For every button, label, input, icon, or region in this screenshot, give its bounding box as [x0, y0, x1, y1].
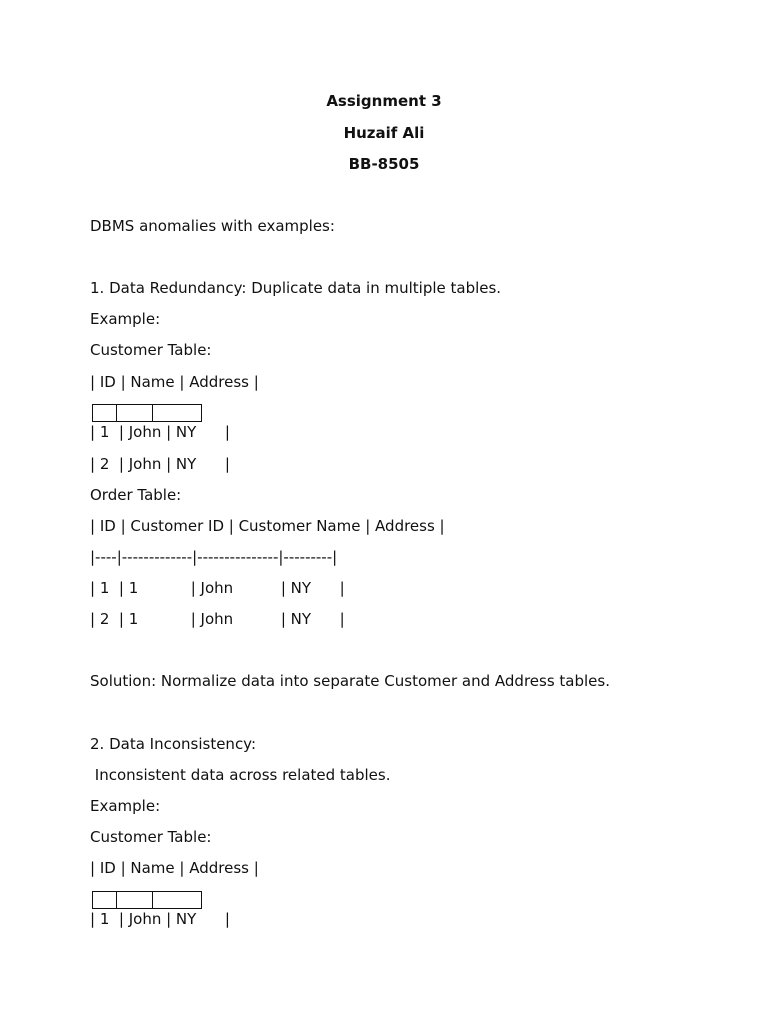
roll-number: BB-8505 — [348, 155, 420, 173]
section2-customer-table-label: Customer Table: — [90, 828, 212, 846]
intro-text: DBMS anomalies with examples: — [90, 217, 335, 235]
section2-customer-row: | 1 | John | NY | — [90, 910, 230, 928]
section1-example-label: Example: — [90, 310, 161, 328]
section1-solution: Solution: Normalize data into separate Customer and Address tables. — [90, 672, 610, 690]
section2-heading: 2. Data Inconsistency: — [90, 735, 257, 753]
section1-order-table-label: Order Table: — [90, 486, 182, 504]
section1-order-row: | 2 | 1 | John | NY | — [90, 610, 345, 628]
separator-divider — [116, 405, 117, 421]
author-name: Huzaif Ali — [343, 124, 425, 142]
separator-divider — [152, 892, 153, 908]
section2-example-label: Example: — [90, 797, 161, 815]
section1-customer-row: | 1 | John | NY | — [90, 423, 230, 441]
separator-divider — [116, 892, 117, 908]
section1-customer-separator — [92, 404, 202, 422]
section1-order-header: | ID | Customer ID | Customer Name | Address | — [90, 517, 445, 535]
section1-heading: 1. Data Redundancy: Duplicate data in multiple tables. — [90, 279, 502, 297]
section2-customer-header: | ID | Name | Address | — [90, 859, 259, 877]
separator-divider — [152, 405, 153, 421]
section1-customer-header: | ID | Name | Address | — [90, 373, 259, 391]
section2-description: Inconsistent data across related tables. — [90, 766, 391, 784]
section1-customer-row: | 2 | John | NY | — [90, 455, 230, 473]
section1-order-row: | 1 | 1 | John | NY | — [90, 579, 345, 597]
section1-order-separator: |----|-------------|---------------|---------| — [90, 548, 338, 566]
section2-customer-separator — [92, 891, 202, 909]
document-title: Assignment 3 — [326, 92, 442, 110]
section1-customer-table-label: Customer Table: — [90, 341, 212, 359]
